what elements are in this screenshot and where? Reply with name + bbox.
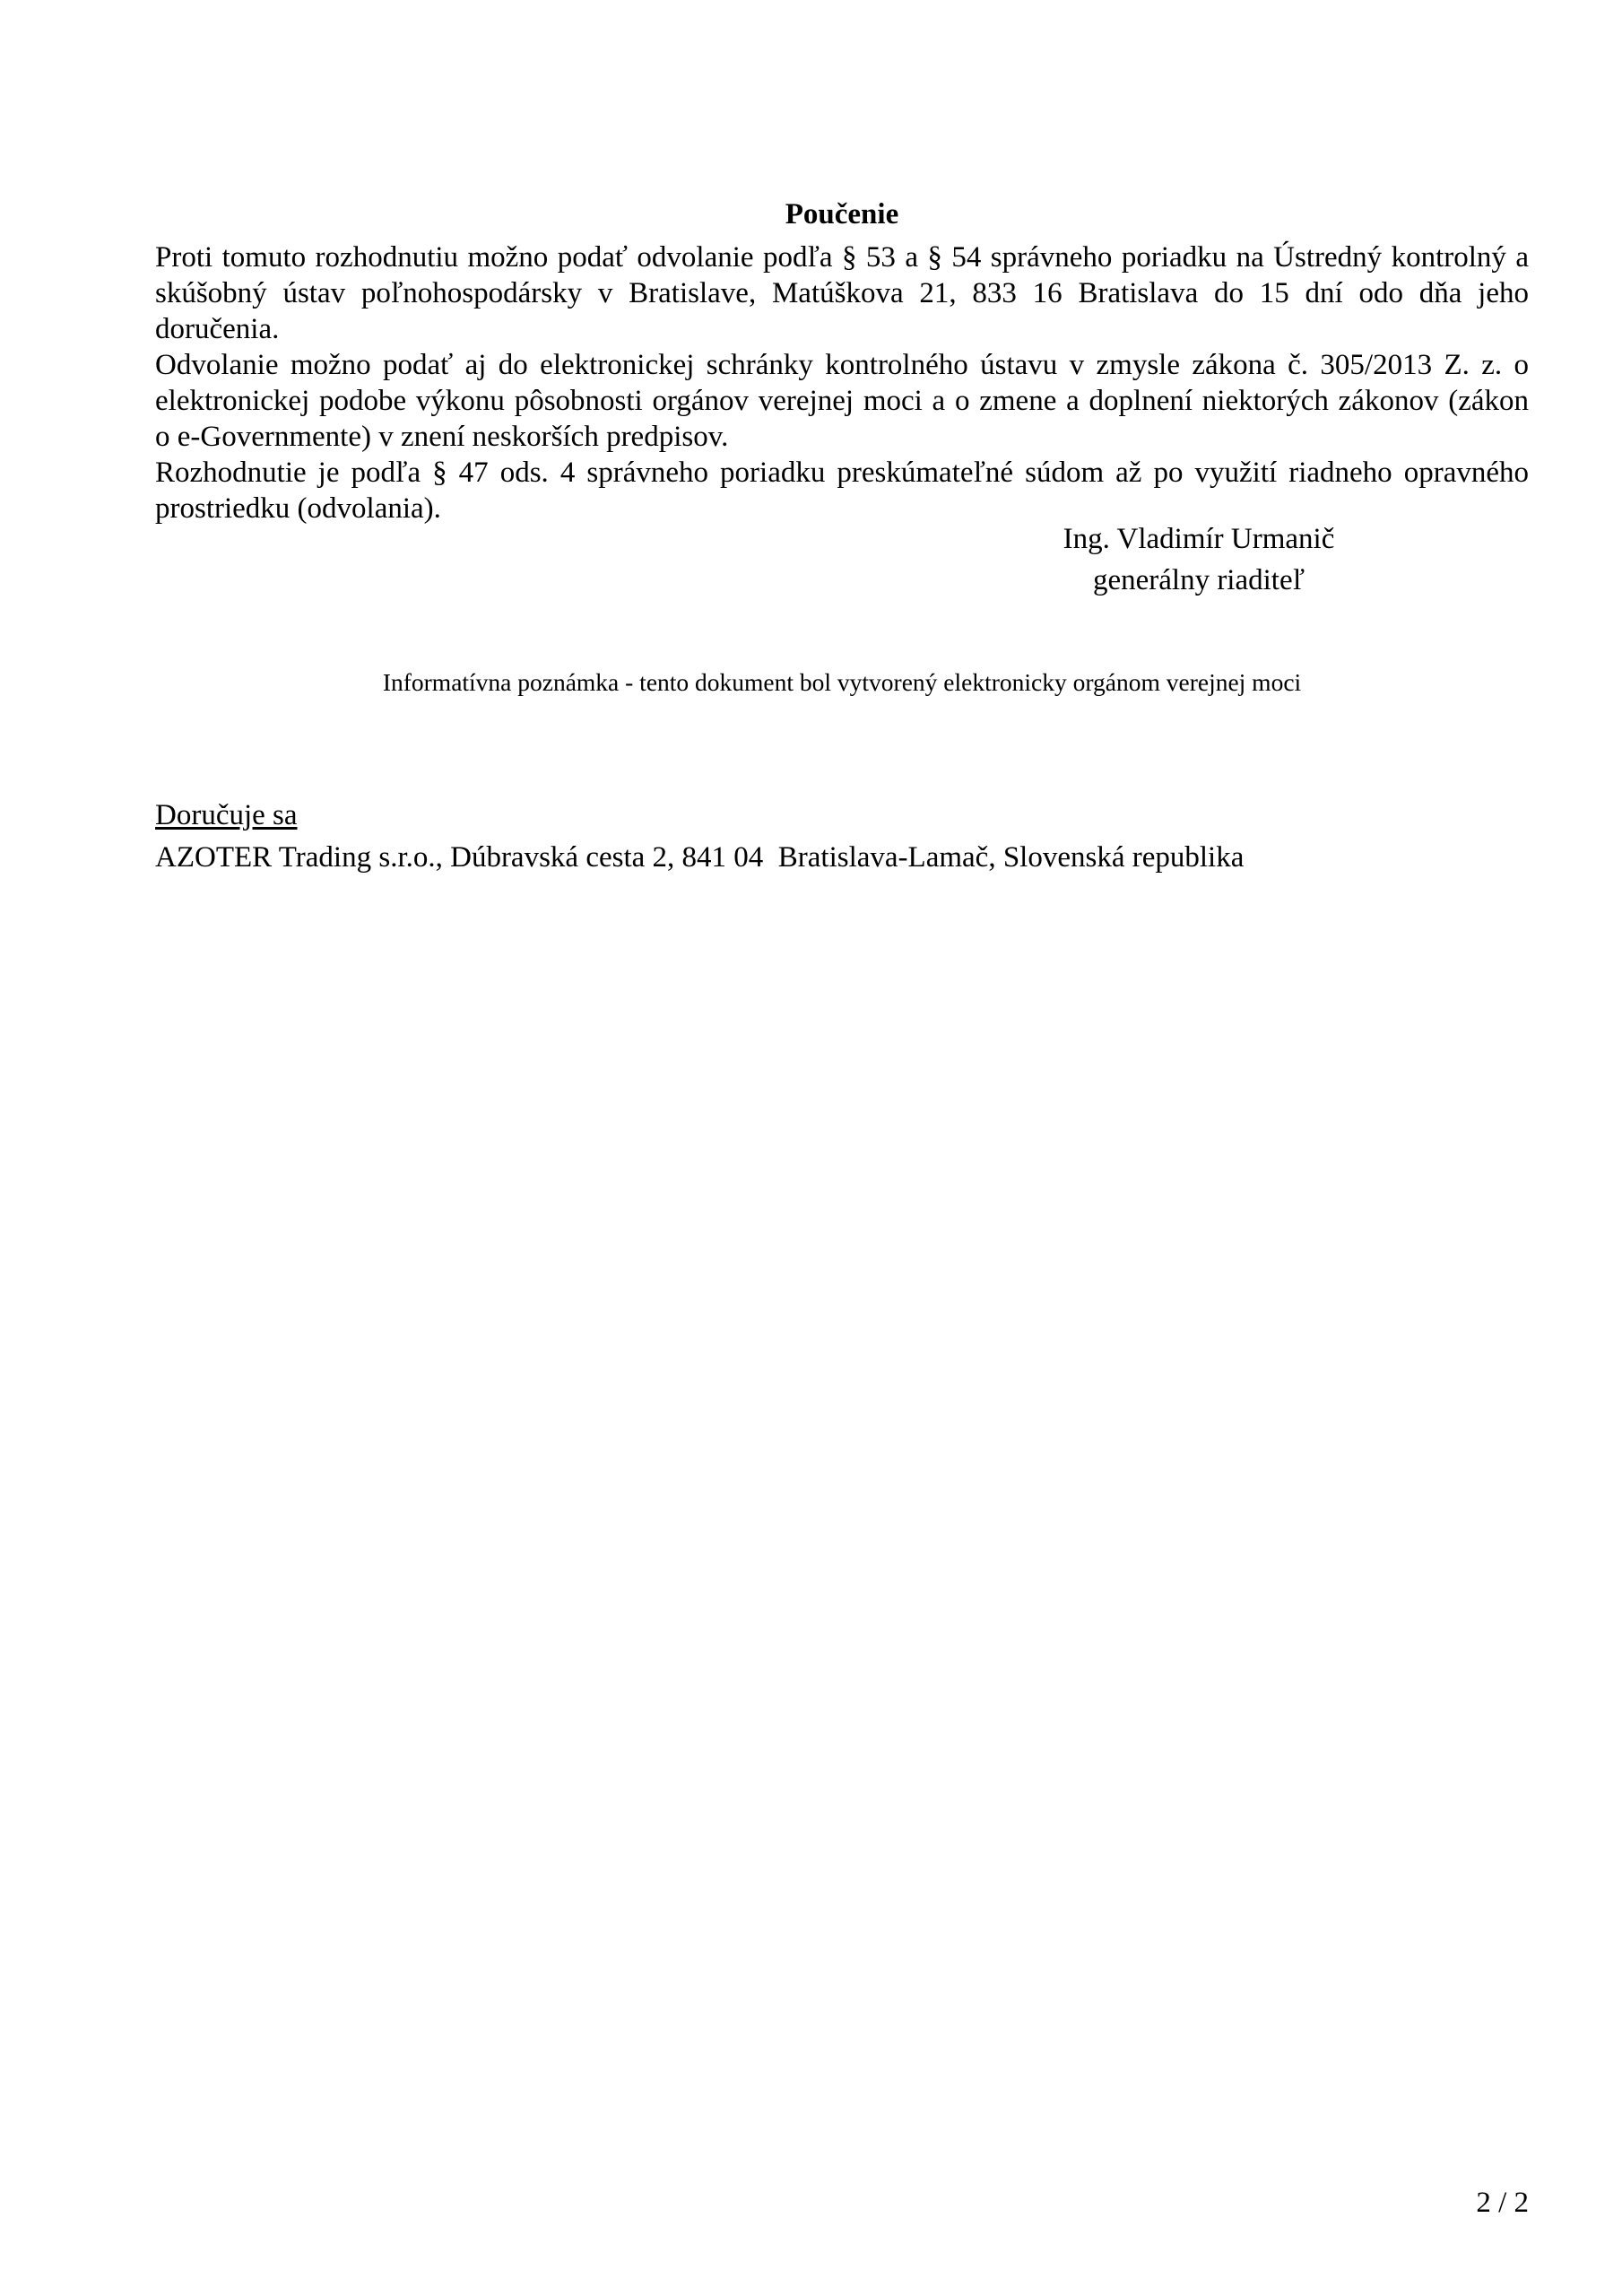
- body-line: skúšobný ústav poľnohospodársky v Bratislave, Matúškova 21, 833 16 Bratislava do 15 dní odo dňa jeho doručenia.: [155, 277, 1529, 345]
- instruction-paragraphs: [155, 239, 1529, 526]
- body-line: Rozhodnutie je podľa § 47 ods. 4 správneho poriadku preskúmateľné súdom až po využití riadneho opravného: [155, 457, 1529, 489]
- body-line: o e-Governmente) v znení neskorších predpisov.: [155, 421, 729, 453]
- body-line: elektronickej podobe výkonu pôsobnosti orgánov verejnej moci a o zmene a doplnení niektorých zákonov (zákon: [155, 385, 1529, 417]
- body-line: Proti tomuto rozhodnutiu možno podať odvolanie podľa § 53 a § 54 správneho poriadku na Ústredný kontrolný a: [155, 241, 1529, 274]
- body-line: prostriedku (odvolania).: [155, 492, 441, 525]
- electronic-document-note: Informatívna poznámka - tento dokument bol vytvorený elektronicky orgánom verejnej moci: [382, 668, 1302, 696]
- section-title-poucenie: Poučenie: [785, 198, 899, 230]
- page-number: 2 / 2: [1476, 2187, 1529, 2219]
- signatory-name: Ing. Vladimír Urmanič: [1063, 523, 1335, 555]
- delivery-section-heading: Doručuje sa: [155, 799, 298, 831]
- signature-block: [930, 518, 1468, 601]
- delivery-recipient: AZOTER Trading s.r.o., Dúbravská cesta 2, 841 04 Bratislava-Lamač, Slovenská republika: [155, 841, 1245, 874]
- signatory-role: generálny riaditeľ: [1092, 564, 1305, 596]
- body-line: Odvolanie možno podať aj do elektronickej schránky kontrolného ústavu v zmysle zákona č. 305/2013 Z. z. o: [155, 349, 1529, 381]
